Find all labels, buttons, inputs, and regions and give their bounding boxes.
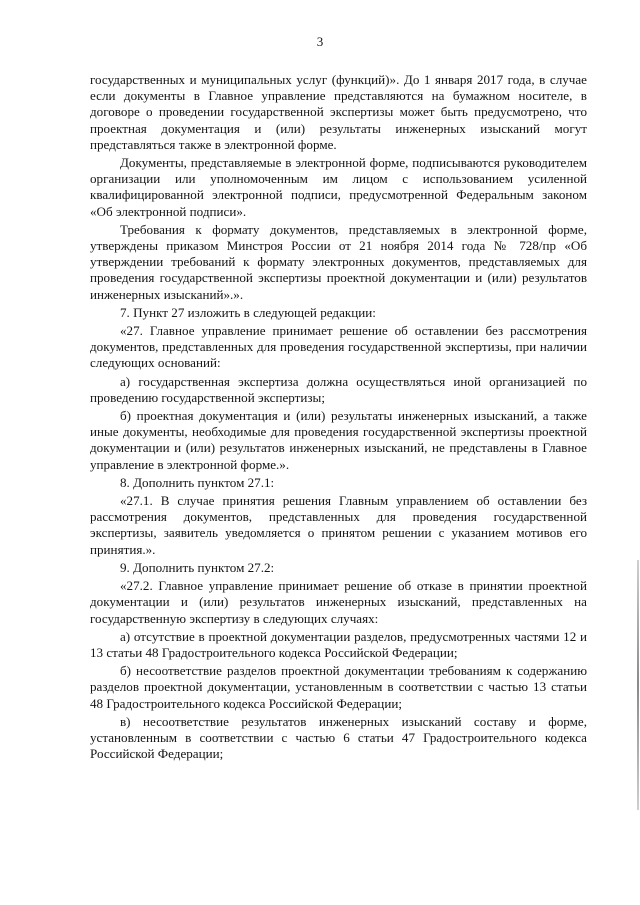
- paragraph-clause-27-b: б) проектная документация и (или) результаты инженерных изысканий, а также иные документы, необходимые для проведения государственной экспертизы проектной документации и (или) результатов инженерных изысканий, не представлены в Главное управление в электронной форме.».: [90, 408, 587, 472]
- paragraph-electronic-signature: Документы, представляемые в электронной форме, подписываются руководителем организации или уполномоченным им лицом с использованием усиленной квалифицированной электронной подписи, предусмотренной Федеральным законом «Об электронной подписи».: [90, 155, 587, 219]
- paragraph-item-7: 7. Пункт 27 изложить в следующей редакции:: [120, 304, 376, 320]
- paragraph-clause-27-1: «27.1. В случае принятия решения Главным управлением об оставлении без рассмотрения документов, представленных для проведения государственной экспертизы, заявитель уведомляется о принятом решении с указанием мотивов его принятия.».: [90, 493, 587, 557]
- paragraph-item-8: 8. Дополнить пунктом 27.1:: [120, 474, 275, 490]
- document-body: [90, 72, 587, 764]
- scan-edge-shadow: [637, 560, 639, 810]
- page-number: 3: [316, 34, 324, 49]
- paragraph-clause-27-2-b: б) несоответствие разделов проектной документации требованиям к содержанию разделов проектной документации, установленным в соответствии с частью 13 статьи 48 Градостроительного кодекса Российской Федерации;: [90, 663, 587, 711]
- paragraph-item-9: 9. Дополнить пунктом 27.2:: [120, 559, 275, 575]
- paragraph-clause-27-a: а) государственная экспертиза должна осуществляться иной организацией по проведению государственной экспертизы;: [90, 373, 587, 405]
- paragraph-clause-27-2-a: а) отсутствие в проектной документации разделов, предусмотренных частями 12 и 13 статьи 48 Градостроительного кодекса Российской Федерации;: [90, 628, 587, 660]
- paragraph-clause-27-2-v: в) несоответствие результатов инженерных изысканий составу и форме, установленным в соответствии с частью 6 статьи 47 Градостроительного кодекса Российской Федерации;: [90, 713, 587, 762]
- paragraph-clause-27: «27. Главное управление принимает решение об оставлении без рассмотрения документов, представленных для проведения государственной экспертизы, при наличии следующих оснований:: [90, 323, 587, 371]
- paragraph-format-requirements: Требования к формату документов, представляемых в электронной форме, утверждены приказом Минстроя России от 21 ноября 2014 года № 728/пр «Об утверждении требований к формату электронных документов, представляемых для проведения государственной экспертизы проектной документации и (или) результатов инженерных изысканий».».: [90, 221, 587, 302]
- paragraph-continuation: государственных и муниципальных услуг (функций)». До 1 января 2017 года, в случае если документы в Главное управление представляются на бумажном носителе, в договоре о проведении государственной экспертизы может быть предусмотрено, что проектная документация и (или) результаты инженерных изысканий могут представляться также в электронной форме.: [90, 72, 587, 152]
- paragraph-clause-27-2: «27.2. Главное управление принимает решение об отказе в принятии проектной документации и (или) результатов инженерных изысканий, представленных на государственную экспертизу в следующих случаях:: [90, 578, 587, 626]
